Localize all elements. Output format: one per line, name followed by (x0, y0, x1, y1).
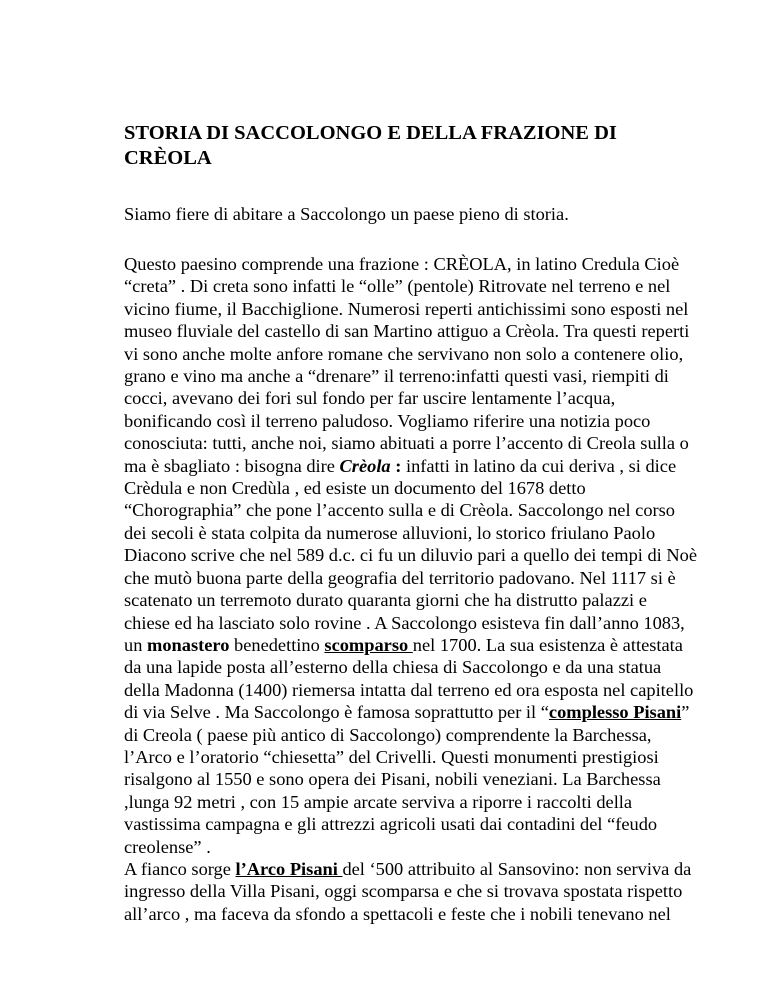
text-line: “Chorographia” che pone l’accento sulla e di Crèola. Saccolongo nel corso (124, 500, 676, 521)
creola-emphasis: Crèola (339, 455, 391, 476)
text-line: vicino fiume, il Bacchiglione. Numerosi reperti antichissimi sono esposti nel (124, 298, 689, 319)
text-run: ” (681, 702, 690, 723)
text-line: chiese ed ha lasciato solo rovine . A Saccolongo esisteva fin dall’anno 1083, (124, 612, 685, 633)
text-line: Diacono scrive che nel 589 d.c. ci fu un diluvio pari a quello dei tempi di Noè (124, 545, 698, 566)
text-run: di via Selve . Ma Saccolongo è famosa soprattutto per il “ (124, 702, 549, 723)
text-line: ,lunga 92 metri , con 15 ampie arcate serviva a riporre i raccolti della (124, 791, 633, 812)
text-run: del ‘500 attribuito al Sansovino: non serviva da (342, 858, 692, 879)
text-line: ingresso della Villa Pisani, oggi scomparsa e che si trovava spostata rispetto (124, 881, 683, 902)
text-run: infatti in latino da cui deriva , si dice (401, 455, 677, 476)
text-line: da una lapide posta all’esterno della chiesa di Saccolongo e da una statua (124, 657, 662, 678)
text-line: Questo paesino comprende una frazione : CRÈOLA, in latino Credula Cioè (124, 254, 680, 274)
text-line: cocci, avevano dei fori sul fondo per far uscire lentamente l’acqua, (124, 388, 616, 409)
scomparso-underlined: scomparso (324, 634, 413, 655)
monastero-bold: monastero (147, 634, 230, 655)
text-line: museo fluviale del castello di san Martino attiguo a Crèola. Tra questi reperti (124, 321, 690, 342)
text-run: A fianco sorge (124, 858, 236, 879)
text-line (124, 858, 744, 880)
colon-bold: : (390, 455, 402, 476)
text-line: di Creola ( paese più antico di Saccolongo) comprendente la Barchessa, (124, 724, 652, 745)
text-line: risalgono al 1550 e sono opera dei Pisani, nobili veneziani. La Barchessa (124, 769, 661, 790)
text-line: all’arco , ma faceva da sfondo a spettacoli e feste che i nobili tenevano nel (124, 903, 671, 924)
text-run: nel 1700. La sua esistenza è attestata (412, 634, 683, 655)
text-line: “creta” . Di creta sono infatti le “olle” (pentole) Ritrovate nel terreno e nel (124, 276, 671, 297)
text-line: vi sono anche molte anfore romane che servivano non solo a contenere olio, (124, 343, 684, 364)
body-paragraph (124, 253, 744, 925)
text-line: dei secoli è stata colpita da numerose alluvioni, lo storico friulano Paolo (124, 522, 656, 543)
text-line: conosciuta: tutti, anche noi, siamo abituati a porre l’accento di Creola sulla o (124, 433, 689, 454)
text-run: ma è sbagliato : bisogna dire (124, 455, 340, 476)
text-line: creolense” . (124, 836, 211, 857)
text-line (124, 701, 744, 723)
text-line (124, 455, 744, 477)
text-line: bonificando così il terreno paludoso. Vogliamo riferire una notizia poco (124, 410, 651, 431)
text-line (124, 634, 744, 656)
text-line: che mutò buona parte della geografia del territorio padovano. Nel 1117 si è (124, 567, 676, 588)
title-line-1: STORIA DI SACCOLONGO E DELLA FRAZIONE DI (124, 122, 617, 144)
text-line: Crèdula e non Credùla , ed esiste un documento del 1678 detto (124, 478, 586, 499)
page-title (124, 121, 724, 171)
arco-pisani-underlined: l’Arco Pisani (235, 858, 343, 879)
text-run: benedettino (229, 634, 325, 655)
text-line: l’Arco e l’oratorio “chiesetta” del Crivelli. Questi monumenti prestigiosi (124, 746, 659, 767)
text-line: della Madonna (1400) riemersa intatta dal terreno ed ora esposta nel capitello (124, 679, 694, 700)
complesso-pisani-underlined: complesso Pisani (548, 702, 682, 723)
text-line: grano e vino ma anche a “drenare” il terreno:infatti questi vasi, riempiti di (124, 366, 669, 387)
text-line: scatenato un terremoto durato quaranta giorni che ha distrutto palazzi e (124, 590, 647, 611)
intro-sentence: Siamo fiere di abitare a Saccolongo un paese pieno di storia. (124, 204, 569, 224)
title-line-2: CRÈOLA (124, 147, 212, 169)
text-run: un (124, 634, 147, 655)
text-line: vastissima campagna e gli attrezzi agricoli usati dai contadini del “feudo (124, 814, 658, 835)
